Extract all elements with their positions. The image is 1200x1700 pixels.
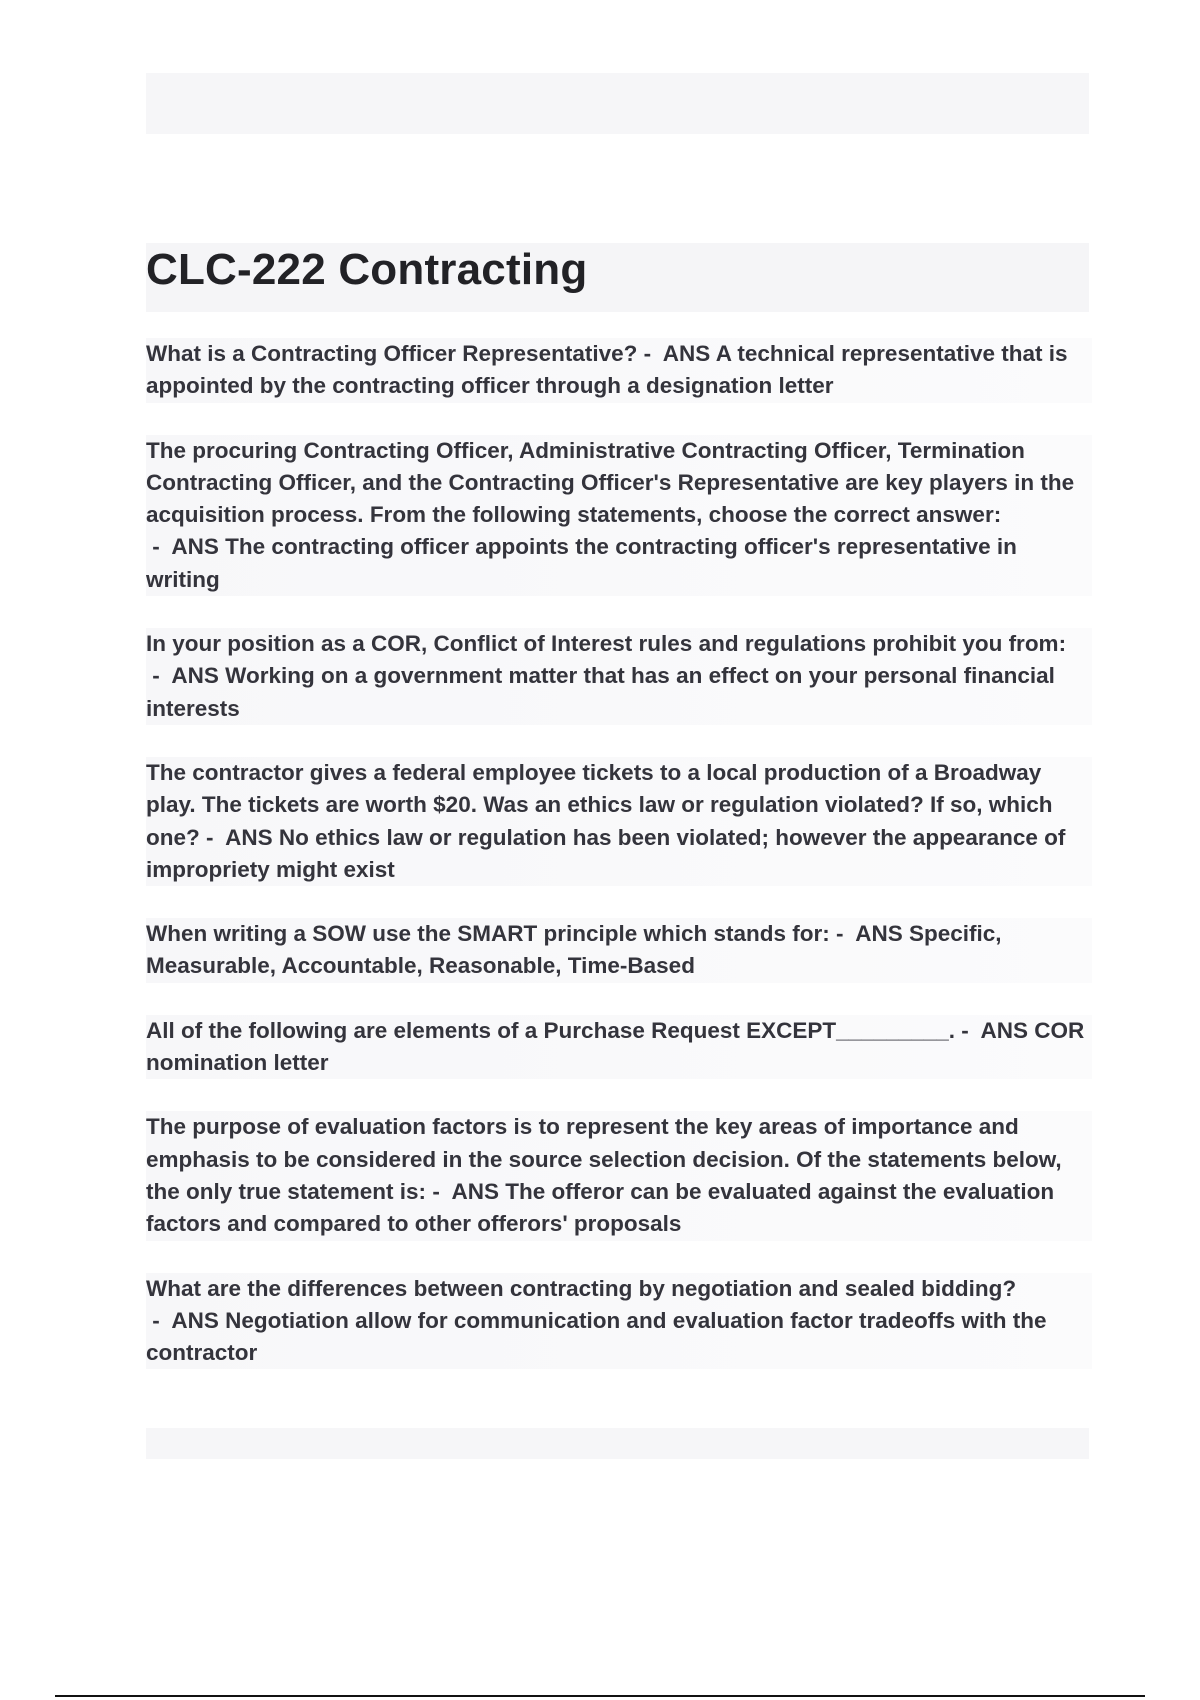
answer-separator: - ANS bbox=[955, 1017, 1035, 1043]
answer-text: COR nomination letter bbox=[146, 1017, 1085, 1076]
answer-separator: - ANS bbox=[426, 1178, 506, 1204]
qa-item bbox=[146, 1111, 1092, 1240]
question-text: The contractor gives a federal employee tickets to a local production of a Broadway play. The tickets are worth $20. Was an ethics law or regulation violated? If so, which one? bbox=[146, 759, 1053, 850]
question-text: In your position as a COR, Conflict of Interest rules and regulations prohibit you from: bbox=[146, 631, 1067, 657]
question-text: All of the following are elements of a Purchase Request EXCEPT_________. bbox=[146, 1017, 956, 1043]
qa-list bbox=[146, 338, 1092, 1401]
qa-item bbox=[146, 1015, 1092, 1080]
answer-text: Negotiation allow for communication and evaluation factor tradeoffs with the contractor bbox=[146, 1307, 1047, 1366]
question-text: What is a Contracting Officer Representative? bbox=[146, 341, 638, 366]
question-text: When writing a SOW use the SMART principle which stands for: bbox=[146, 921, 830, 947]
qa-item bbox=[146, 628, 1092, 725]
question-text: The procuring Contracting Officer, Administrative Contracting Officer, Termination Contracting Officer, and the Contracting Officer's Representative are key players in the acquisition process. From the following statements, choose the correct answer: bbox=[146, 437, 1075, 528]
page-title: CLC-222 Contracting bbox=[146, 245, 588, 294]
question-text: The purpose of evaluation factors is to represent the key areas of importance and emphasis to be considered in the source selection decision. Of the statements below, the only true statement is: bbox=[146, 1114, 1062, 1204]
header-placeholder-band bbox=[146, 73, 1089, 134]
answer-text: Specific, Measurable, Accountable, Reasonable, Time-Based bbox=[146, 921, 1002, 979]
answer-separator: - ANS bbox=[637, 341, 716, 366]
footer-placeholder-band bbox=[146, 1428, 1089, 1459]
answer-separator: - ANS bbox=[829, 921, 909, 947]
answer-text: The offeror can be evaluated against the evaluation factors and compared to other offerors' proposals bbox=[146, 1178, 1055, 1237]
answer-separator: - ANS bbox=[146, 1307, 226, 1333]
answer-text: The contracting officer appoints the contracting officer's representative in writing bbox=[146, 534, 1017, 592]
question-text: What are the differences between contracting by negotiation and sealed bidding? bbox=[146, 1275, 1017, 1301]
qa-item bbox=[146, 918, 1092, 983]
qa-item bbox=[146, 338, 1092, 403]
qa-item bbox=[146, 1273, 1092, 1370]
answer-text: A technical representative that is appointed by the contracting officer through a designation letter bbox=[146, 341, 1068, 399]
page-bottom-rule bbox=[55, 1695, 1145, 1697]
answer-separator: - ANS bbox=[199, 824, 279, 850]
answer-text: No ethics law or regulation has been violated; however the appearance of impropriety might exist bbox=[146, 824, 1066, 882]
answer-separator: - ANS bbox=[146, 534, 226, 560]
answer-text: Working on a government matter that has an effect on your personal financial interests bbox=[146, 663, 1055, 721]
answer-separator: - ANS bbox=[146, 663, 226, 689]
qa-item bbox=[146, 757, 1092, 886]
qa-item bbox=[146, 435, 1092, 596]
